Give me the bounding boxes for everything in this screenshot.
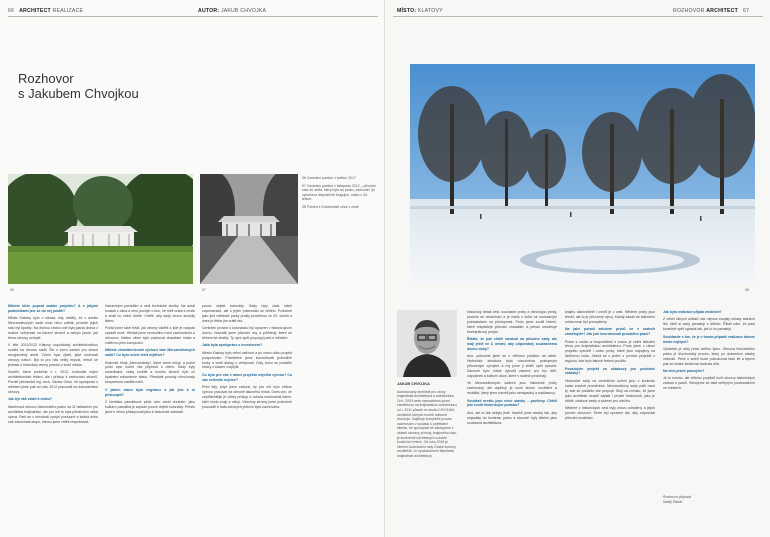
column-6-paragraph-3: Je to mnoho, ale většinu projektů tvoří obnovy historických zahrad a parků. Věnujeme se také veřejným prostranstvím ve městech. — [663, 376, 755, 391]
text-column-2 — [105, 304, 195, 530]
column-1-paragraph-4: Navrhnout obnovu historického parku na 11 hektarech pro architekta krajinářství, ale pro mě to byla především velká výzva. Park se v minulosti vyvíjel postupně a každá doba zde zanechala stopu, kterou jsme chtěli respektovat. — [8, 404, 98, 424]
column-4-paragraph-4: Ano, ale to tak nebylo jisté. Navrhli jsme stavby tak, aby zapadaly do kontextu parku a zároveň byly čitelné jako současná architektura. — [467, 410, 557, 425]
portrait-bio-text: Autorizovaný architekt pro obory krajinářská architektura a architektura. Od r. 2003 vede samostatnou praxi zaměřenou na krajinářskou architekturu, od r. 2011 působí ve studiu CHVOJKA architekti, kterých tvorbě odborně dozoruje. Zajišťuje kompletní proces navrhování v souladu s potřebami klienta. Ve spolupráci se zástupcem v oblasti ochrany přírody, krajinného rázu, je konkrétně udržitelných a dobře funkčních řešení. Od roku 2016 je členem Autorizační rady České komory architektů. Je spoluautorem Manifestu krajinářské architektury. — [397, 389, 458, 458]
text-column-1 — [8, 304, 98, 530]
figure-note-07: 07 Centrální pavilon v listopadu 2012 – původní stav sil, sídla, který byla do parku „vsíkován“ již vytvořena dispozičně fungující, místo z 20. letech. — [302, 183, 376, 202]
column-6-question-1: Jak byla realizace přijata místními? — [663, 310, 722, 314]
column-1-paragraph-2: V létě 2011/2012 Klatovy uspořádaly architektonickou soutěž na obnovu sadů. Šlo o první zadání pro dosud nevyjasněný areál. Cílem bylo zjistit, jaké možnosti obnovy nabízí. Byl to pro nás velký impulz, neboť se jednalo o historicky cenný prostor v srdci města. — [8, 343, 98, 367]
right-header-rule — [393, 16, 763, 17]
photo-caption-06: 06 — [10, 288, 14, 292]
right-brand: ARCHITECT — [706, 8, 739, 14]
column-3-question-2: Co bylo pro vás v rámci projektu největší výzvou? Co vás ovlivnilo nejvíce? — [202, 372, 292, 382]
column-4-paragraph-2: Ano, pokoušel jsem se o většímu pohledu na celek. Historická struktura byla rozvolněna postupným přirozeným vývojem a my jsme ji chtěli opět zpevnit. Zároveň bylo nutné vytvořit zázemí pro hry dětí, odpočinek a kulturní akce, které v sadech probíhají. — [467, 354, 557, 378]
column-5-paragraph-1: krajinu stanovištně i uvnitř je v cest. Některé prvky jsou téměř, ale to je přirozený vývoj. Každý zásah do takového místa musí být promyšlený. — [565, 310, 655, 324]
column-4-question-2: Součástí areálu jsou nové stavby – pavilony. Chtěli jste zvolit historizující podobu? — [467, 398, 557, 408]
photo-pavilion-summer-image — [8, 174, 193, 284]
column-5-paragraph-2: Práce s vodou a hospodaření s vodou je velmi aktuální téma pro krajinářskou architekturu. Proto jsme v rámci projektu vytvořili i vodní prvky, které jsou napojeny na dešťovou vodu. Jedná se o jeden z prvních projektů v regionu, kde bylo takové řešení použito. — [565, 339, 655, 364]
interviewer-credit — [663, 495, 755, 504]
title-line-2: s Jakubem Chvojkou — [18, 85, 139, 101]
left-page-number: 66 — [8, 8, 15, 14]
author-label: AUTOR: — [198, 8, 220, 14]
column-4-paragraph-1: historický detail cest, současné prvky a obnovující prvky, protože se neobchází a je často v kolizi se současným požadavkem na přístupnost. Proto jsme zvolili řešení, které respektuje původní charakter, a přesto umožňuje bezbariérový pohyb. — [467, 310, 557, 334]
place-credit — [397, 8, 443, 14]
author-name: JAKUB CHVOJKA — [220, 8, 267, 14]
right-page — [385, 0, 770, 537]
place-label: MÍSTO: — [397, 8, 417, 14]
interviewer-name: Matěj Šiškář — [663, 499, 683, 504]
portrait-bio — [397, 382, 459, 459]
column-1-paragraph-3: Soutěž, která proběhla v r. 2012, hodnotila nejen architektonické řešení, ale i přístup k zachování stromů. Porotě předsedal Ing. arch. Václav Girsa. Ve spolupráci s městem jsme pak od roku 2012 pracovali na dokumentaci obnovy. — [8, 370, 98, 394]
column-2-question-1: Můžete charakterizovat výchozí stav Mercandinových sadů? Co bylo nutné řešit nejdříve? — [105, 348, 195, 358]
column-2-question-2: V jakém stavu byla vegetace a jak jste k ní přistoupili? — [105, 387, 195, 397]
column-5-question-1: Na jaké pořadí založení prvků se v sadech zaměřujete? Jak jste koordinovali provádění prací? — [565, 327, 655, 337]
portrait-photo — [397, 310, 457, 377]
figure-note-06: 06 Centrální pavilon v květnu 2017 — [302, 176, 356, 180]
column-2-paragraph-4: Z hlediska památkové péče není areál chráněn, jako kulturní památka je zapsán pouze objekt kolonády. Přesto jsme k němu přistupovali jako k historické zahradě. — [105, 399, 195, 414]
column-5-paragraph-4: Některé z historických cest byly znovu odhaleny a jejich povrch obnoven. Terén byl upraven tak, aby odpovídal původní modelaci. — [565, 405, 655, 420]
portrait-image — [397, 310, 457, 377]
title-line-1: Rozhovor — [18, 70, 74, 86]
column-3-paragraph-2: Centrální prostor s kolonádou byl upraven v historizujícím duchu. Navrátili jsme původní osy a průhledy, které se během let ztratily. Ty nyní opět propojují park s městem. — [202, 326, 292, 340]
column-2-paragraph-3: Klatovští říkají „Mercandinky“, které velmi milují, a právě proto bylo nutné vše připravit s citem. Sady byly zanedbané, cesty rozbité a mnoho stromů bylo ve špatném zdravotním stavu. Přestárlé porosty ohrožovaly bezpečnost návštěvníků. — [105, 360, 195, 385]
text-column-6 — [663, 310, 755, 486]
left-header-rule — [8, 16, 378, 17]
column-5-paragraph-3: Historické sady na centrálním území jsou v kontextu často značně proměnlivé. Mercandinovy sady patří mezi ty, kde se podařilo vše propojit. Stojí za zmínku, že jsme jako architekti museli zajistit i prosté funkčnosti, jako je hřiště, mlatové cesty a zázemí pro údržbu. — [565, 378, 655, 403]
photo-caption-07: 07 — [202, 288, 206, 292]
column-6-question-3: Na čem právě pracujete? — [663, 369, 705, 374]
column-4-paragraph-3: Ve Mercandinových sadech jsou historické prvky zachovány, ale doplňují je nové lavice, osvětlení a mobiliář, který jsme navrhli jako nenápadný a nadčasový. — [467, 381, 557, 396]
column-6-paragraph-2: Výsledek je vždy prací celého týmu. Obnova historického parku je dlouhodobý proces, který po dokončení stavby nekončí. Péče o zeleň bude pokračovat řadu let a teprve pak se ukáže skutečná hodnota díla. — [663, 346, 755, 366]
article-title — [18, 71, 139, 101]
photo-pavilion-bw-image — [200, 174, 298, 284]
author-credit — [198, 8, 266, 14]
text-column-3 — [202, 304, 292, 530]
place-name: KLATOVY — [417, 8, 443, 14]
left-page-header — [8, 8, 83, 14]
column-3-question-1: Jaká byla spolupráce s investorem? — [202, 343, 263, 348]
photo-caption-08: 08 — [745, 288, 749, 292]
photo-winter-park-image — [410, 64, 755, 284]
column-1-question-2: Jak byl váš vztah k místu? — [8, 397, 52, 402]
right-section-label: ROZHOVOR — [673, 8, 705, 14]
column-4-question-1: Říkáte, že jste chtěli navázat na původní sady, ale mají ještě ve 3. místní, aby odpovídaly současnému duchu doby? — [467, 337, 557, 351]
left-section-label: REALIZACE — [52, 8, 84, 14]
left-brand: ARCHITECT — [19, 8, 51, 14]
column-1-paragraph-1: Město Klatovy bylo v situaci, kdy věděly, že v areálu Mercandinových sadů musí něco udělat, protože jejich stav byl špatný. Na druhou stranu zde byla jasná obava z reakce veřejnosti na kácení stromů a nebylo jasné, jak téma obnovy uchopit. — [8, 316, 98, 340]
photo-winter-park — [410, 64, 755, 284]
column-2-paragraph-2: Pořád jsme také řešili, jak stromy ošetřit a kde je naopak vysadit nové. Hledali jsme rovnováhu mezi zachováním a obnovou. Naším cílem bylo zachovat charakter místa a vrátit mu jeho kompozici. — [105, 326, 195, 345]
column-3-paragraph-1: pouze objekt kolonády. Sady byly však velmi zapomenuté, ale o jejich potenciálu se vědělo. Podobně jako jiné městské parky prošly proměnou ve 20. století a dnes je třeba jim vrátit řád. — [202, 304, 292, 323]
column-6-paragraph-1: Z velmi silných ohlasů nás nejvíce zaujaly ohlasy starších lidí, kteří si sady pamatují z dětství. Říkali nám, že park konečně opět vypadá tak, jak si ho pamatují. — [663, 317, 755, 332]
text-column-4 — [467, 310, 557, 530]
column-6-question-2: Souhlasíte s tím, že je v tomto případě realizace takové místo nejlepší? — [663, 334, 755, 344]
figure-notes — [302, 176, 378, 210]
interviewer-label: Rozhovor připravil — [663, 495, 692, 499]
portrait-name: JAKUB CHVOJKA — [397, 382, 430, 386]
column-3-paragraph-3: Město Klatovy bylo velmi vstřícné a po celou dobu projekt podporovalo. Pravidelně jsme konzultovali jednotlivé kroky a vedli dialog s veřejností. Díky tomu se podařilo obavy z kácení rozptýlit. — [202, 350, 292, 370]
right-page-header — [673, 8, 749, 14]
column-3-paragraph-4: Před lety, když jsem začínal, by pro mě bylo velkou výzvou pracovat na obnově takového místa. Dnes vím, že nejdůležitější je citlivý přístup a ochota naslouchat lidem, kteří místo znají a milují. Všechny stromy jsme podrobně posoudili a řada zdravých jedinců byla zachována. — [202, 385, 292, 409]
column-1-question-1: Můžete blíže popsat zadání projektu? A s jakými podmínkami jste se do něj pustili? — [8, 304, 98, 313]
figure-note-08: 08 Pohled z Koželužské ulice v zimě — [302, 204, 359, 209]
photo-pavilion-summer — [8, 174, 193, 284]
column-2-paragraph-1: historickým ponistům a vedl technické služby. Na areál koukali z okna a není pochyb o tom, že měli vztah k místu a znali ho velmi dobře. Chtěli, aby sady znovu sloužily lidem. — [105, 304, 195, 323]
right-page-number: 67 — [742, 8, 750, 14]
text-column-5 — [565, 310, 655, 530]
column-5-question-2: Považujete projekt za ukázkový pro podobné zakázky? — [565, 366, 655, 376]
photo-pavilion-bw — [200, 174, 298, 284]
